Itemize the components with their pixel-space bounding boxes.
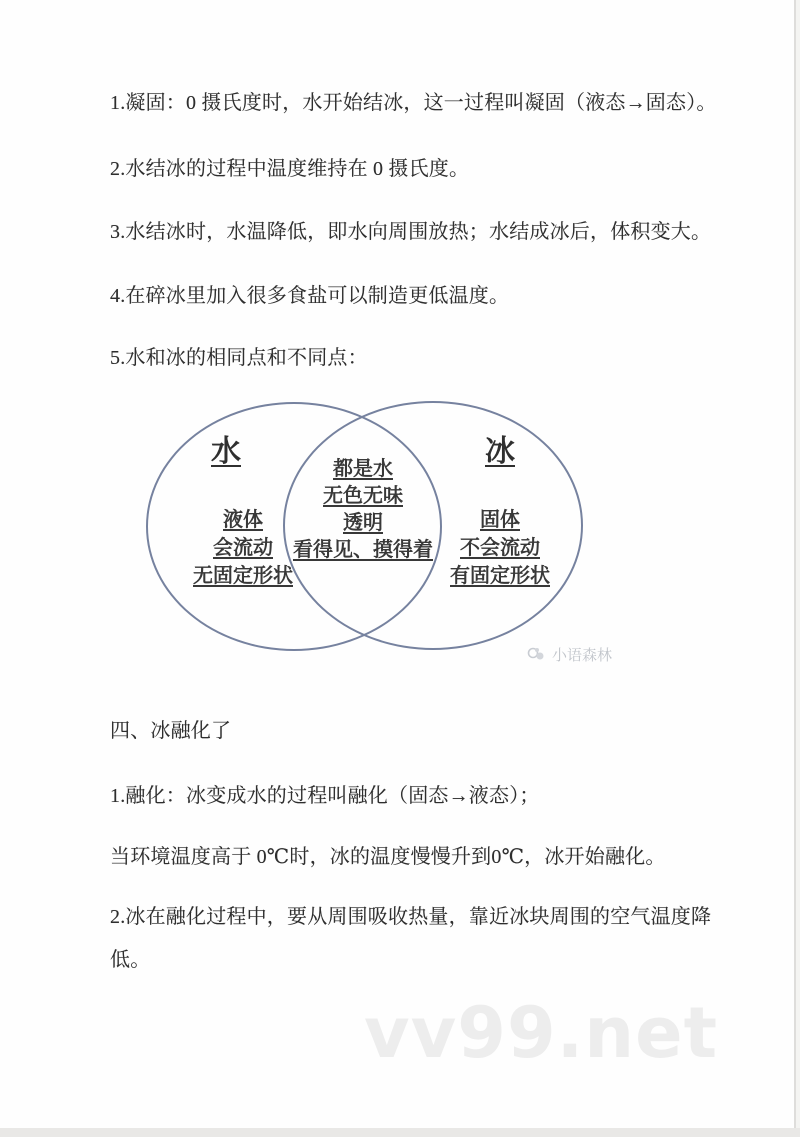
note-freezing-5: 5.水和冰的相同点和不同点： [110, 347, 368, 369]
bottom-edge-bar [0, 1128, 800, 1137]
note-melting-3: 2.冰在融化过程中，要从周围吸收热量，靠近冰块周围的空气温度降低。 [110, 906, 712, 971]
credit-logo-icon [527, 646, 547, 664]
note-freezing-2: 2.水结冰的过程中温度维持在 0 摄氏度。 [110, 158, 470, 180]
venn-left-item: 会流动 [213, 537, 273, 559]
venn-right-item: 固体 [480, 509, 520, 531]
venn-shared-item: 无色无味 [323, 485, 403, 507]
venn-left-item: 液体 [223, 509, 263, 531]
venn-shared-items [293, 456, 433, 564]
venn-left-label: 水 [211, 435, 241, 468]
note-freezing-4: 4.在碎冰里加入很多食盐可以制造更低温度。 [110, 285, 510, 307]
venn-right-items [450, 506, 550, 590]
venn-left-item: 无固定形状 [193, 565, 293, 587]
note-freezing-1: 1.凝固：0 摄氏度时，水开始结冰，这一过程叫凝固（液态→固态）。 [110, 92, 717, 114]
note-melting-1: 1.融化：冰变成水的过程叫融化（固态→液态）； [110, 785, 540, 807]
credit-watermark-text: 小语森林 [552, 647, 613, 664]
note-freezing-3: 3.水结冰时，水温降低，即水向周围放热；水结成冰后，体积变大。 [110, 221, 712, 243]
note-melting-2: 当环境温度高于 0℃时，冰的温度慢慢升到0℃，冰开始融化。 [110, 846, 666, 868]
venn-left-items [193, 506, 293, 590]
venn-shared-item: 看得见、摸得着 [293, 539, 433, 561]
right-edge-strip [796, 0, 800, 1130]
venn-right-item: 有固定形状 [450, 565, 550, 587]
site-watermark: vv99.net [364, 992, 719, 1074]
venn-shared-item: 透明 [343, 512, 383, 534]
right-edge-divider [794, 0, 796, 1130]
venn-right-label: 冰 [485, 435, 515, 468]
venn-right-item: 不会流动 [460, 537, 540, 559]
credit-watermark [527, 644, 612, 665]
melting-heading: 四、冰融化了 [110, 720, 232, 742]
venn-shared-item: 都是水 [333, 458, 393, 480]
